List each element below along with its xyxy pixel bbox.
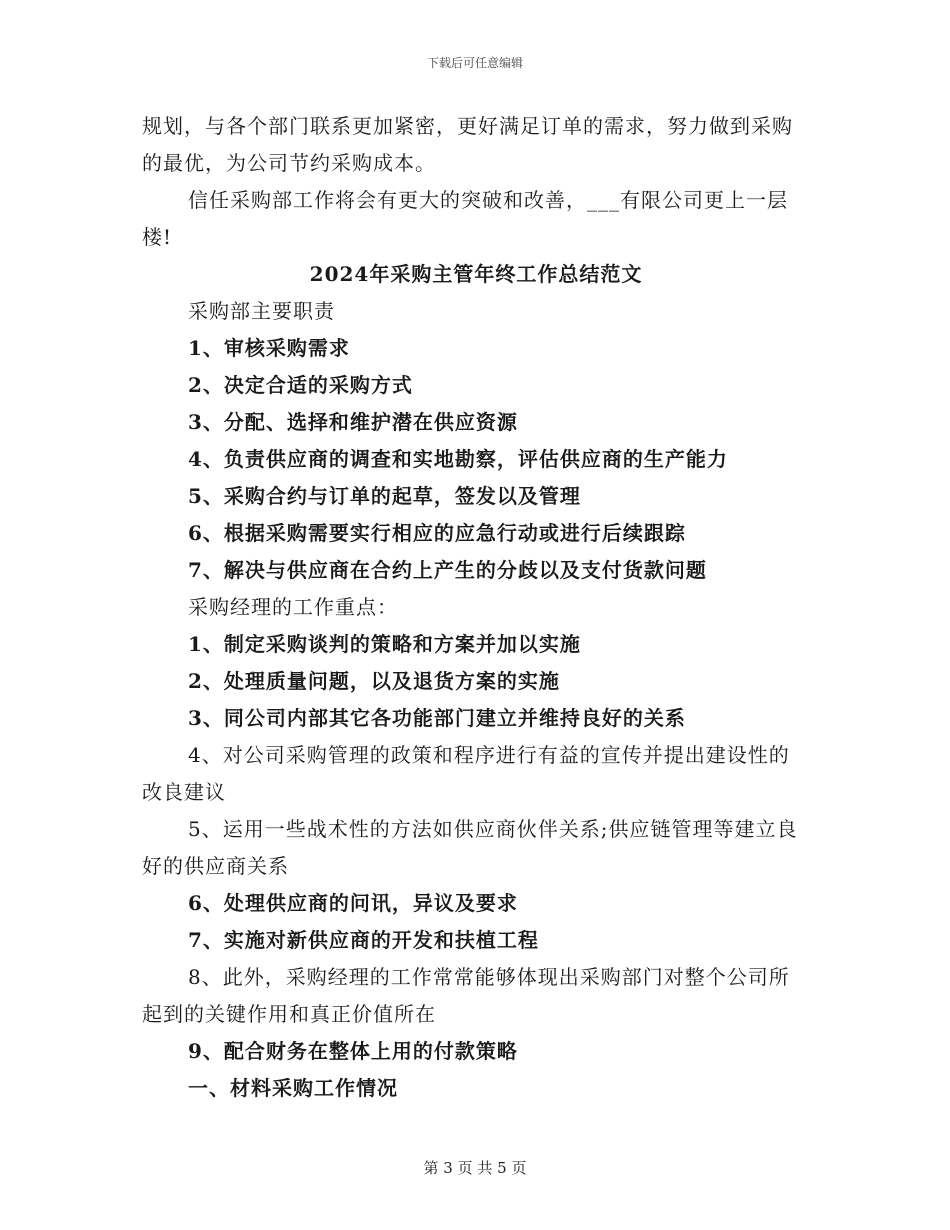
list-item: 6、根据采购需要实行相应的应急行动或进行后续跟踪 xyxy=(188,521,686,545)
list-item: 4、负责供应商的调查和实地勘察，评估供应商的生产能力 xyxy=(188,447,728,471)
list-item: 1、审核采购需求 xyxy=(188,336,350,360)
paragraph-continuation: 规划，与各个部门联系更加紧密，更好满足订单的需求，努力做到采购的最优，为公司节约采购成本。 xyxy=(142,114,793,175)
document-body xyxy=(142,108,810,1107)
list-item: 2、处理质量问题，以及退货方案的实施 xyxy=(188,669,560,693)
list-item: 9、配合财务在整体上用的付款策略 xyxy=(188,1039,518,1063)
list-item: 1、制定采购谈判的策略和方案并加以实施 xyxy=(188,632,581,656)
document-title: 2024年采购主管年终工作总结范文 xyxy=(309,262,643,286)
list-item: 5、采购合约与订单的起草，签发以及管理 xyxy=(188,484,581,508)
list-item: 3、同公司内部其它各功能部门建立并维持良好的关系 xyxy=(188,706,686,730)
section-heading-duties: 采购部主要职责 xyxy=(188,299,335,323)
list-item: 7、实施对新供应商的开发和扶植工程 xyxy=(188,928,539,952)
list-item: 6、处理供应商的问讯，异议及要求 xyxy=(188,891,518,915)
page-footer: 第 3 页 共 5 页 xyxy=(423,1159,527,1177)
list-item: 2、决定合适的采购方式 xyxy=(188,373,413,397)
paragraph-closing: 信任采购部工作将会有更大的突破和改善，___有限公司更上一层楼! xyxy=(142,188,788,249)
list-item: 8、此外，采购经理的工作常常能够体现出采购部门对整个公司所起到的关键作用和真正价值所在 xyxy=(142,965,790,1026)
section-heading-materials: 一、材料采购工作情况 xyxy=(188,1076,398,1100)
page-header: 下载后可任意编辑 xyxy=(426,56,523,70)
section-heading-manager-focus: 采购经理的工作重点： xyxy=(188,595,398,619)
list-item: 3、分配、选择和维护潜在供应资源 xyxy=(188,410,518,434)
list-item: 7、解决与供应商在合约上产生的分歧以及支付货款问题 xyxy=(188,558,707,582)
list-item: 4、对公司采购管理的政策和程序进行有益的宣传并提出建设性的改良建议 xyxy=(142,743,790,804)
list-item: 5、运用一些战术性的方法如供应商伙伴关系;供应链管理等建立良好的供应商关系 xyxy=(142,817,798,878)
